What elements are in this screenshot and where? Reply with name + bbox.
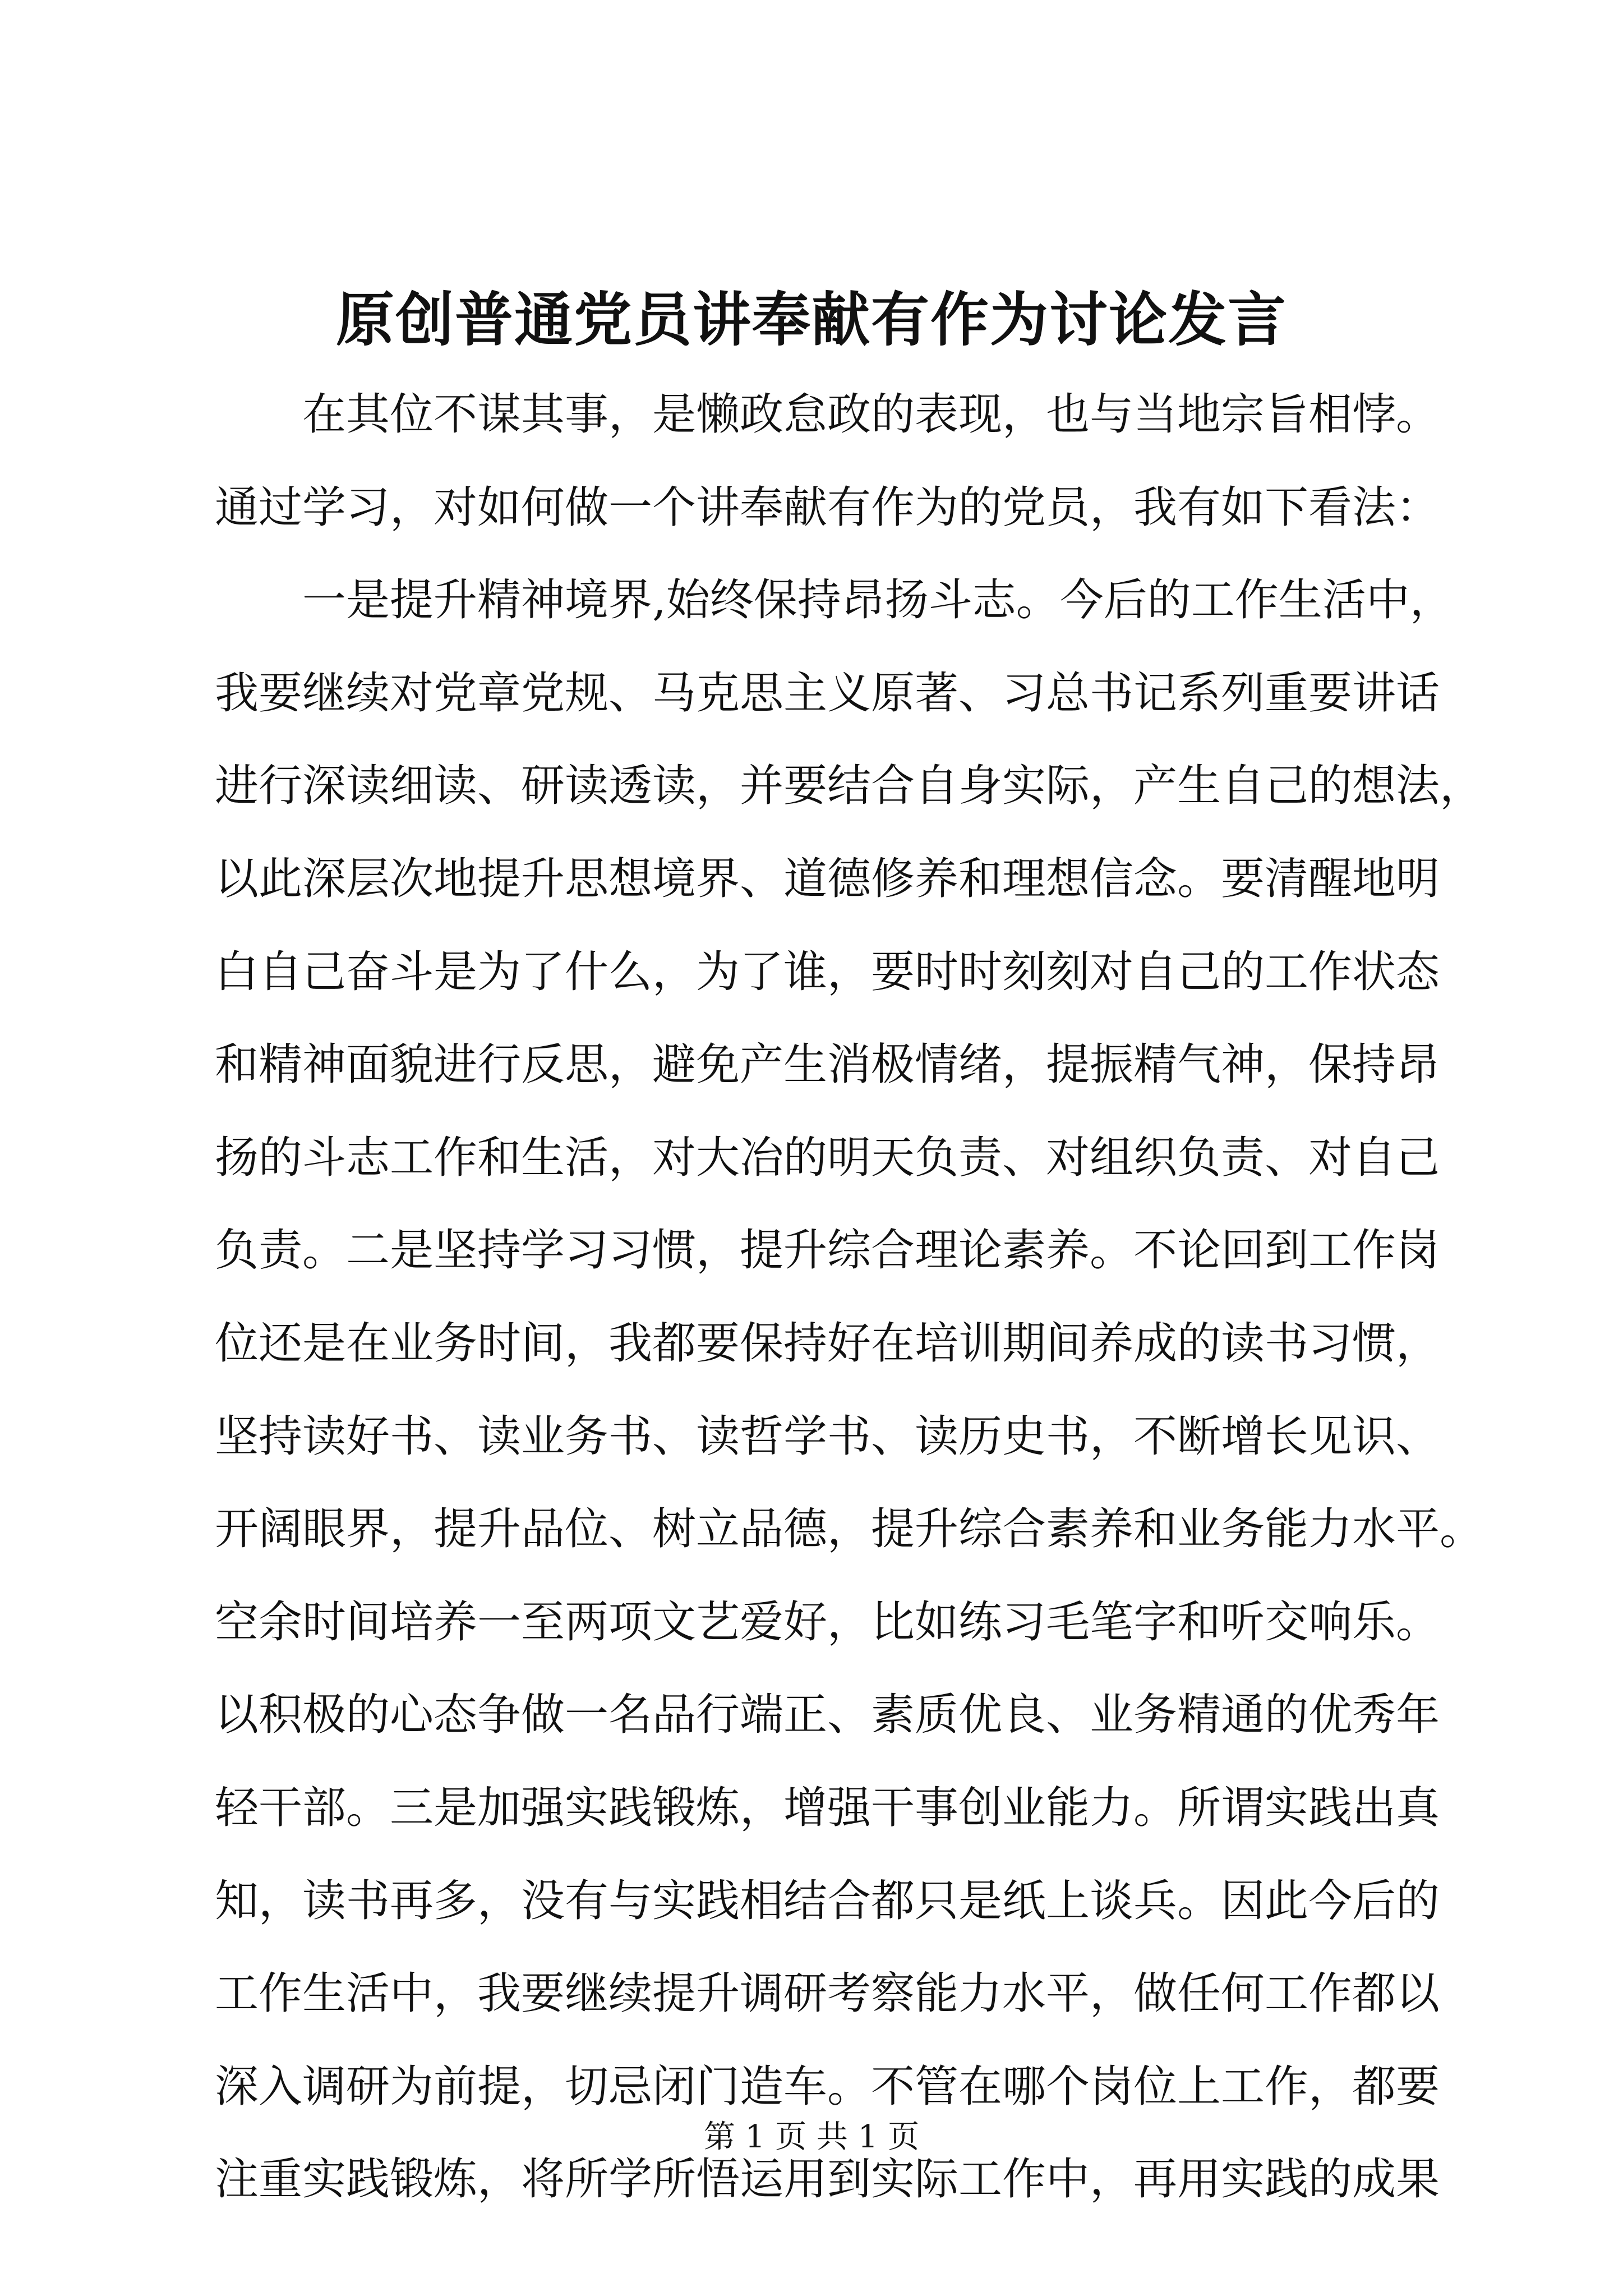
document-title: 原创普通党员讲奉献有作为讨论发言 <box>335 285 1287 354</box>
paragraph-line: 深入调研为前提，切忌闭门造车。不管在哪个岗位上工作，都要 <box>215 2061 1440 2112</box>
paragraph-line: 空余时间培养一至两项文艺爱好，比如练习毛笔字和听交响乐。 <box>215 1596 1440 1648</box>
paragraph-line: 注重实践锻炼，将所学所悟运用到实际工作中，再用实践的成果 <box>215 2154 1440 2205</box>
paragraph-line: 坚持读好书、读业务书、读哲学书、读历史书，不断增长见识、 <box>215 1411 1440 1462</box>
paragraph-line: 负责。二是坚持学习习惯，提升综合理论素养。不论回到工作岗 <box>215 1225 1440 1276</box>
paragraph-line: 在其位不谋其事，是懒政怠政的表现，也与当地宗旨相悖。 <box>215 389 1440 440</box>
paragraph-line: 工作生活中，我要继续提升调研考察能力水平，做任何工作都以 <box>215 1968 1440 2019</box>
paragraph-line: 一是提升精神境界,始终保持昂扬斗志。今后的工作生活中， <box>215 575 1454 626</box>
paragraph-line: 白自己奋斗是为了什么，为了谁，要时时刻刻对自己的工作状态 <box>215 946 1440 997</box>
paragraph-line: 轻干部。三是加强实践锻炼，增强干事创业能力。所谓实践出真 <box>215 1782 1440 1833</box>
paragraph-line: 进行深读细读、研读透读，并要结合自身实际，产生自己的想法， <box>215 761 1484 812</box>
paragraph-line: 开阔眼界，提升品位、树立品德，提升综合素养和业务能力水平。 <box>215 1504 1484 1555</box>
paragraph-line: 以积极的心态争做一名品行端正、素质优良、业务精通的优秀年 <box>215 1690 1440 1741</box>
paragraph-line: 位还是在业务时间，我都要保持好在培训期间养成的读书习惯， <box>215 1318 1440 1369</box>
document-body <box>215 369 1484 2226</box>
paragraph-line: 知，读书再多，没有与实践相结合都只是纸上谈兵。因此今后的 <box>215 1875 1440 1926</box>
page-footer: 第 1 页 共 1 页 <box>703 2119 920 2155</box>
paragraph-line: 和精神面貌进行反思，避免产生消极情绪，提振精气神，保持昂 <box>215 1039 1440 1091</box>
paragraph-line: 以此深层次地提升思想境界、道德修养和理想信念。要清醒地明 <box>215 853 1440 904</box>
paragraph-line: 我要继续对党章党规、马克思主义原著、习总书记系列重要讲话 <box>215 668 1440 719</box>
paragraph-line: 扬的斗志工作和生活，对大冶的明天负责、对组织负责、对自己 <box>215 1132 1440 1183</box>
paragraph-line: 通过学习，对如何做一个讲奉献有作为的党员，我有如下看法： <box>215 482 1440 533</box>
